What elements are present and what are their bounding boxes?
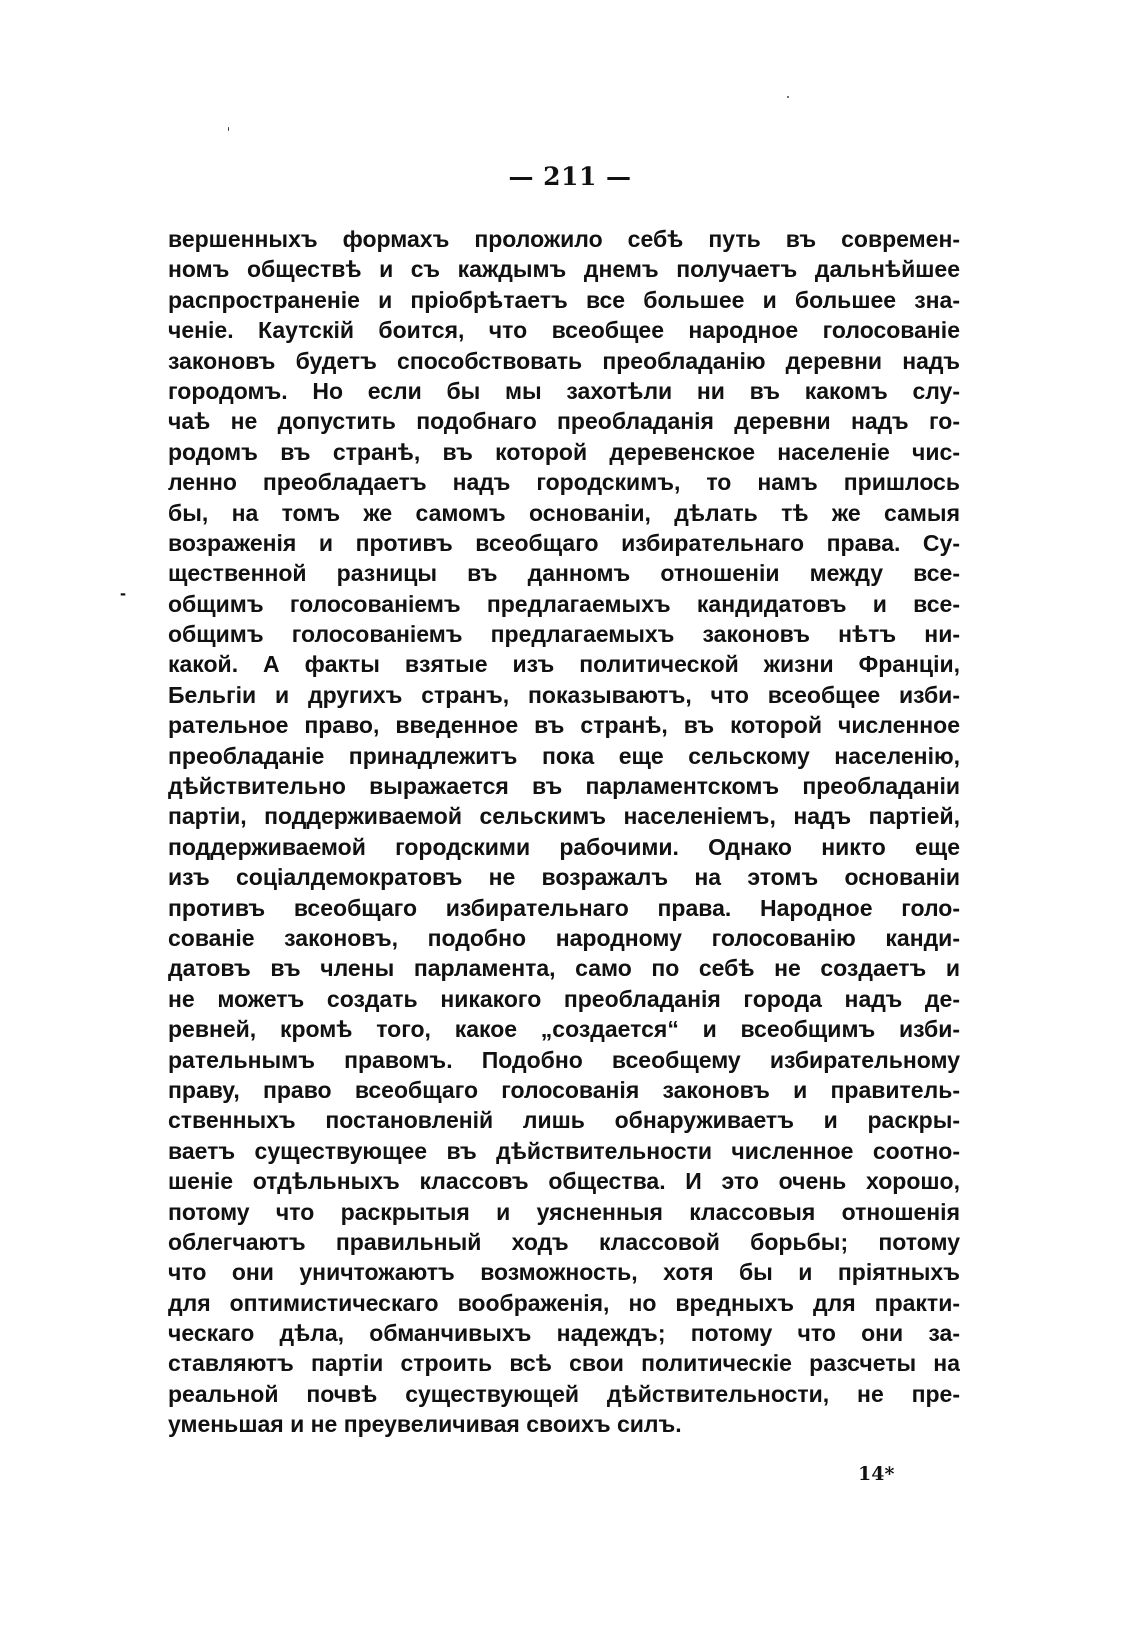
body-text [168,224,960,1440]
text-line: датовъ въ члены парламента, само по себѣ не создаетъ и [168,955,960,982]
text-line: ственныхъ постановленій лишь обнаруживаетъ и раскры- [168,1107,960,1134]
text-line: чаѣ не допустить подобнаго преобладанія деревни надъ го- [168,408,960,435]
text-line: городомъ. Но если бы мы захотѣли ни въ какомъ слу- [168,377,960,404]
text-line: преобладаніе принадлежитъ пока еще сельскому населенію, [168,742,960,769]
text-line: изъ соціалдемократовъ не возражалъ на этомъ основаніи [168,864,960,891]
text-line: рательнымъ правомъ. Подобно всеобщему избирательному [168,1046,960,1073]
text-line: какой. А факты взятые изъ политической жизни Франціи, [168,651,960,678]
text-line: ческаго дѣла, обманчивыхъ надеждъ; потому что они за- [168,1320,960,1347]
text-line: ваетъ существующее въ дѣйствительности численное соотно- [168,1137,960,1164]
text-line: что они уничтожаютъ возможность, хотя бы и пріятныхъ [168,1259,960,1286]
text-line: рательное право, введенное въ странѣ, въ которой численное [168,712,960,739]
text-line: распространеніе и пріобрѣтаетъ все большее и большее зна- [168,286,960,313]
margin-mark: - [120,583,126,603]
text-line: бы, на томъ же самомъ основаніи, дѣлать тѣ же самыя [168,499,960,526]
text-line: общимъ голосованіемъ предлагаемыхъ кандидатовъ и все- [168,590,960,617]
text-line: возраженія и противъ всеобщаго избирательнаго права. Су- [168,529,960,556]
text-line: Бельгіи и другихъ странъ, показываютъ, что всеобщее изби- [168,681,960,708]
text-line: облегчаютъ правильный ходъ классовой борьбы; потому [168,1228,960,1255]
text-line: шеніе отдѣльныхъ классовъ общества. И это очень хорошо, [168,1168,960,1195]
text-line: вершенныхъ формахъ проложило себѣ путь въ современ- [168,226,960,252]
printer-signature-mark: 14* [858,1463,895,1485]
text-line: не можетъ создать никакого преобладанія города надъ де- [168,985,960,1012]
text-line: сованіе законовъ, подобно народному голосованію канди- [168,924,960,951]
text-line: потому что раскрытыя и уясненныя классовыя отношенія [168,1198,960,1225]
text-line: ченіе. Каутскій боится, что всеобщее народное голосованіе [168,317,960,344]
page-number: — 211 — [508,162,632,191]
text-line: реальной почвѣ существующей дѣйствительности, не пре- [168,1380,960,1407]
text-line: родомъ въ странѣ, въ которой деревенское населеніе чис- [168,438,960,465]
text-line: поддерживаемой городскими рабочими. Однако никто еще [168,833,960,860]
text-line: ревней, кромѣ того, какое „создается“ и всеобщимъ изби- [168,1016,960,1043]
text-line: уменьшая и не преувеличивая своихъ силъ. [168,1411,682,1438]
text-line: щественной разницы въ данномъ отношеніи между все- [168,560,960,587]
text-line: ленно преобладаетъ надъ городскимъ, то намъ пришлось [168,469,960,496]
text-line: праву, право всеобщаго голосованія законовъ и правитель- [168,1076,960,1103]
text-line: для оптимистическаго воображенія, но вредныхъ для практи- [168,1289,960,1316]
text-line: противъ всеобщаго избирательнаго права. Народное голо- [168,894,960,921]
text-line: дѣйствительно выражается въ парламентскомъ преобладаніи [168,773,960,800]
text-line: общимъ голосованіемъ предлагаемыхъ законовъ нѣтъ ни- [168,621,960,648]
text-line: номъ обществѣ и съ каждымъ днемъ получаетъ дальнѣйшее [168,256,960,283]
text-line: партіи, поддерживаемой сельскимъ населеніемъ, надъ партіей, [168,803,960,830]
scan-speck [787,96,789,98]
scan-speck [228,127,229,131]
text-line: ставляютъ партіи строить всѣ свои политическіе разсчеты на [168,1350,960,1377]
text-line: законовъ будетъ способствовать преобладанію деревни надъ [168,347,960,374]
